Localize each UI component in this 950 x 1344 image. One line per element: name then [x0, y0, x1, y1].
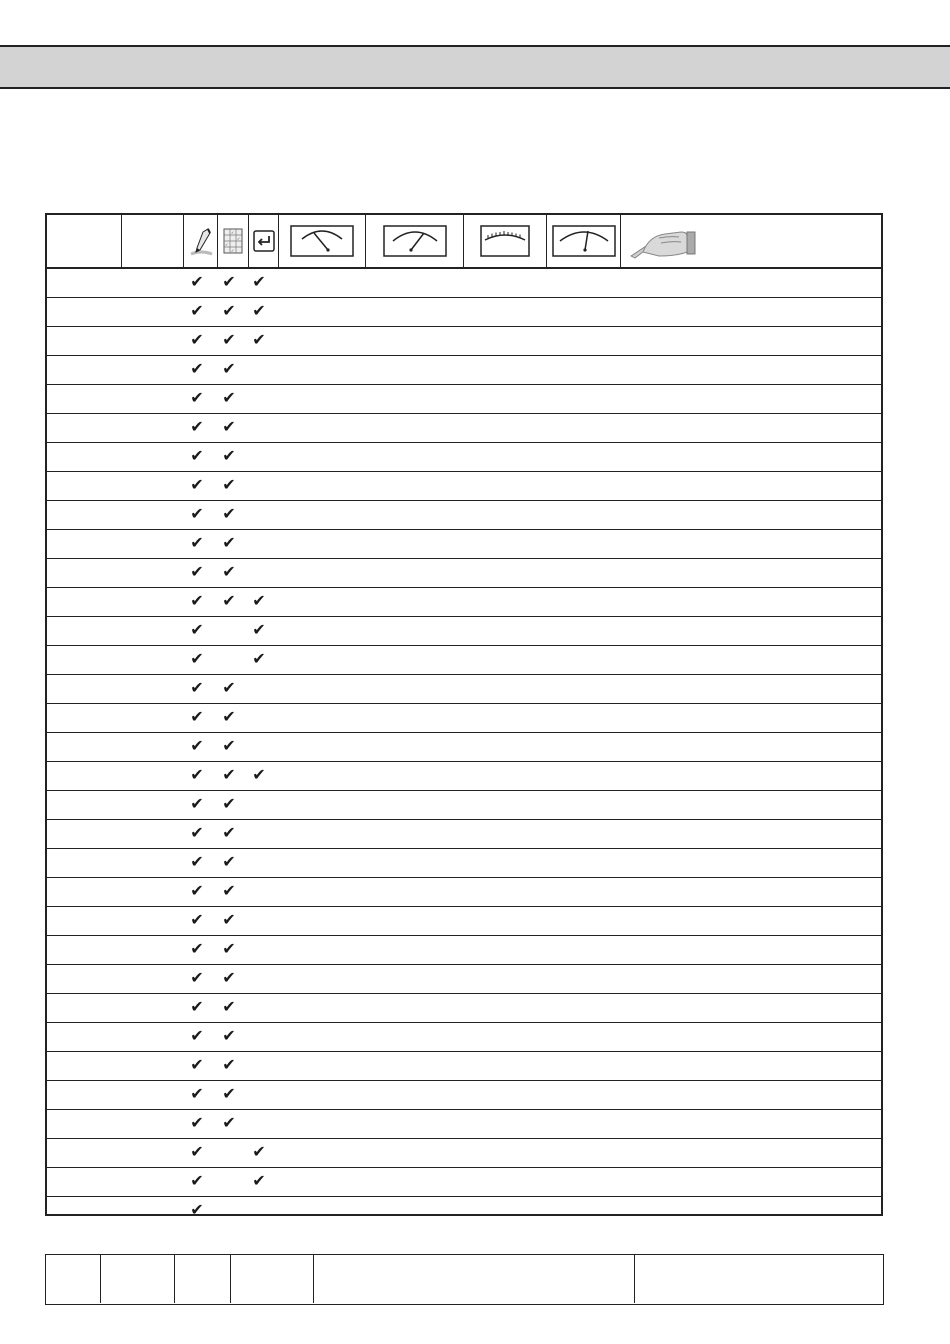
check-mark-c2: ✔ — [222, 707, 236, 726]
check-mark-c1: ✔ — [190, 736, 204, 755]
check-mark-c1: ✔ — [190, 997, 204, 1016]
check-mark-c3: ✔ — [252, 330, 266, 349]
check-mark-c1: ✔ — [190, 968, 204, 987]
check-mark-c1: ✔ — [190, 910, 204, 929]
svg-text:✓: ✓ — [231, 230, 235, 235]
table-row — [47, 849, 881, 878]
header-cell-gauge-center — [547, 215, 621, 267]
check-mark-c1: ✔ — [190, 1084, 204, 1103]
checklist-grid-icon — [221, 225, 245, 257]
hand-writing-icon — [629, 222, 697, 260]
table-row — [47, 762, 881, 791]
header-cell-gauge-mid — [366, 215, 464, 267]
header-cell-notes — [621, 215, 881, 267]
check-mark-c1: ✔ — [190, 765, 204, 784]
svg-text:✓: ✓ — [225, 242, 229, 247]
table-row — [47, 1081, 881, 1110]
check-mark-c2: ✔ — [222, 359, 236, 378]
check-mark-c1: ✔ — [190, 1026, 204, 1045]
gauge-low-icon — [290, 225, 354, 257]
table-row — [47, 472, 881, 501]
table-row — [47, 1197, 881, 1226]
check-mark-c2: ✔ — [222, 852, 236, 871]
check-mark-c2: ✔ — [222, 910, 236, 929]
header-cell-blank-2 — [122, 215, 184, 267]
header-cell-enter — [249, 215, 279, 267]
table-row — [47, 704, 881, 733]
check-mark-c2: ✔ — [222, 388, 236, 407]
gauge-scale-icon — [480, 225, 530, 257]
check-mark-c2: ✔ — [222, 417, 236, 436]
check-mark-c2: ✔ — [222, 504, 236, 523]
maintenance-table — [45, 213, 883, 1219]
check-mark-c1: ✔ — [190, 591, 204, 610]
table-row — [47, 559, 881, 588]
check-mark-c1: ✔ — [190, 446, 204, 465]
check-mark-c1: ✔ — [190, 533, 204, 552]
check-mark-c2: ✔ — [222, 765, 236, 784]
gauge-center-icon — [552, 225, 616, 257]
table-row — [47, 936, 881, 965]
table-row — [47, 878, 881, 907]
table-row — [47, 269, 881, 298]
table-row — [47, 646, 881, 675]
check-mark-c1: ✔ — [190, 881, 204, 900]
check-mark-c3: ✔ — [252, 1142, 266, 1161]
table-row — [47, 1139, 881, 1168]
svg-text:✓: ✓ — [237, 236, 241, 241]
check-mark-c2: ✔ — [222, 678, 236, 697]
check-mark-c1: ✔ — [190, 1171, 204, 1190]
check-mark-c2: ✔ — [222, 794, 236, 813]
check-mark-c1: ✔ — [190, 417, 204, 436]
check-mark-c2: ✔ — [222, 301, 236, 320]
header-cell-gauge-low — [279, 215, 366, 267]
check-mark-c2: ✔ — [222, 562, 236, 581]
table-row — [47, 298, 881, 327]
check-mark-c1: ✔ — [190, 794, 204, 813]
check-mark-c1: ✔ — [190, 359, 204, 378]
check-mark-c1: ✔ — [190, 1113, 204, 1132]
footer-cell-2 — [101, 1255, 175, 1303]
check-mark-c1: ✔ — [190, 707, 204, 726]
table-row — [47, 617, 881, 646]
check-mark-c2: ✔ — [222, 939, 236, 958]
footer-cell-6 — [635, 1255, 882, 1303]
check-mark-c2: ✔ — [222, 591, 236, 610]
check-mark-c2: ✔ — [222, 823, 236, 842]
table-row — [47, 791, 881, 820]
check-mark-c3: ✔ — [252, 649, 266, 668]
check-mark-c2: ✔ — [222, 475, 236, 494]
table-row — [47, 1110, 881, 1139]
check-mark-c1: ✔ — [190, 301, 204, 320]
table-row — [47, 530, 881, 559]
footer-table — [45, 1254, 884, 1305]
check-mark-c2: ✔ — [222, 1113, 236, 1132]
table-row — [47, 588, 881, 617]
footer-cell-1 — [46, 1255, 101, 1303]
check-mark-c1: ✔ — [190, 1200, 204, 1219]
check-mark-c1: ✔ — [190, 620, 204, 639]
table-row — [47, 356, 881, 385]
check-mark-c2: ✔ — [222, 533, 236, 552]
check-mark-c3: ✔ — [252, 620, 266, 639]
header-cell-blank-1 — [47, 215, 122, 267]
enter-key-icon — [253, 230, 275, 252]
check-mark-c2: ✔ — [222, 1055, 236, 1074]
check-mark-c3: ✔ — [252, 591, 266, 610]
check-mark-c3: ✔ — [252, 765, 266, 784]
footer-cell-4 — [231, 1255, 314, 1303]
table-row — [47, 385, 881, 414]
table-row — [47, 501, 881, 530]
check-mark-c1: ✔ — [190, 649, 204, 668]
header-cell-checklist — [218, 215, 249, 267]
table-row — [47, 443, 881, 472]
check-mark-c1: ✔ — [190, 504, 204, 523]
table-row — [47, 675, 881, 704]
footer-cell-5 — [314, 1255, 635, 1303]
table-row — [47, 907, 881, 936]
check-mark-c3: ✔ — [252, 301, 266, 320]
check-mark-c3: ✔ — [252, 1171, 266, 1190]
check-mark-c3: ✔ — [252, 272, 266, 291]
check-mark-c2: ✔ — [222, 1084, 236, 1103]
check-mark-c2: ✔ — [222, 997, 236, 1016]
check-mark-c2: ✔ — [222, 446, 236, 465]
table-row — [47, 414, 881, 443]
check-mark-c2: ✔ — [222, 272, 236, 291]
check-mark-c1: ✔ — [190, 852, 204, 871]
footer-cell-3 — [175, 1255, 231, 1303]
check-mark-c1: ✔ — [190, 1055, 204, 1074]
check-mark-c1: ✔ — [190, 823, 204, 842]
check-mark-c2: ✔ — [222, 736, 236, 755]
table-row — [47, 1168, 881, 1197]
table-row — [47, 1052, 881, 1081]
table-header-row — [47, 215, 881, 269]
header-cell-pencil — [184, 215, 218, 267]
table-row — [47, 965, 881, 994]
check-mark-c1: ✔ — [190, 388, 204, 407]
check-mark-c2: ✔ — [222, 1026, 236, 1045]
table-row — [47, 1023, 881, 1052]
check-mark-c1: ✔ — [190, 1142, 204, 1161]
check-mark-c1: ✔ — [190, 330, 204, 349]
pencil-paper-icon — [188, 224, 214, 258]
check-mark-c2: ✔ — [222, 330, 236, 349]
table-row — [47, 994, 881, 1023]
check-mark-c1: ✔ — [190, 678, 204, 697]
check-mark-c1: ✔ — [190, 272, 204, 291]
table-row — [47, 733, 881, 762]
check-mark-c2: ✔ — [222, 881, 236, 900]
check-mark-c1: ✔ — [190, 939, 204, 958]
table-row — [47, 327, 881, 356]
table-row — [47, 820, 881, 849]
header-band — [0, 45, 950, 89]
check-mark-c2: ✔ — [222, 968, 236, 987]
svg-text:✓: ✓ — [231, 248, 235, 253]
gauge-mid-icon — [383, 225, 447, 257]
header-cell-gauge-scale — [464, 215, 547, 267]
check-mark-c1: ✔ — [190, 562, 204, 581]
check-mark-c1: ✔ — [190, 475, 204, 494]
